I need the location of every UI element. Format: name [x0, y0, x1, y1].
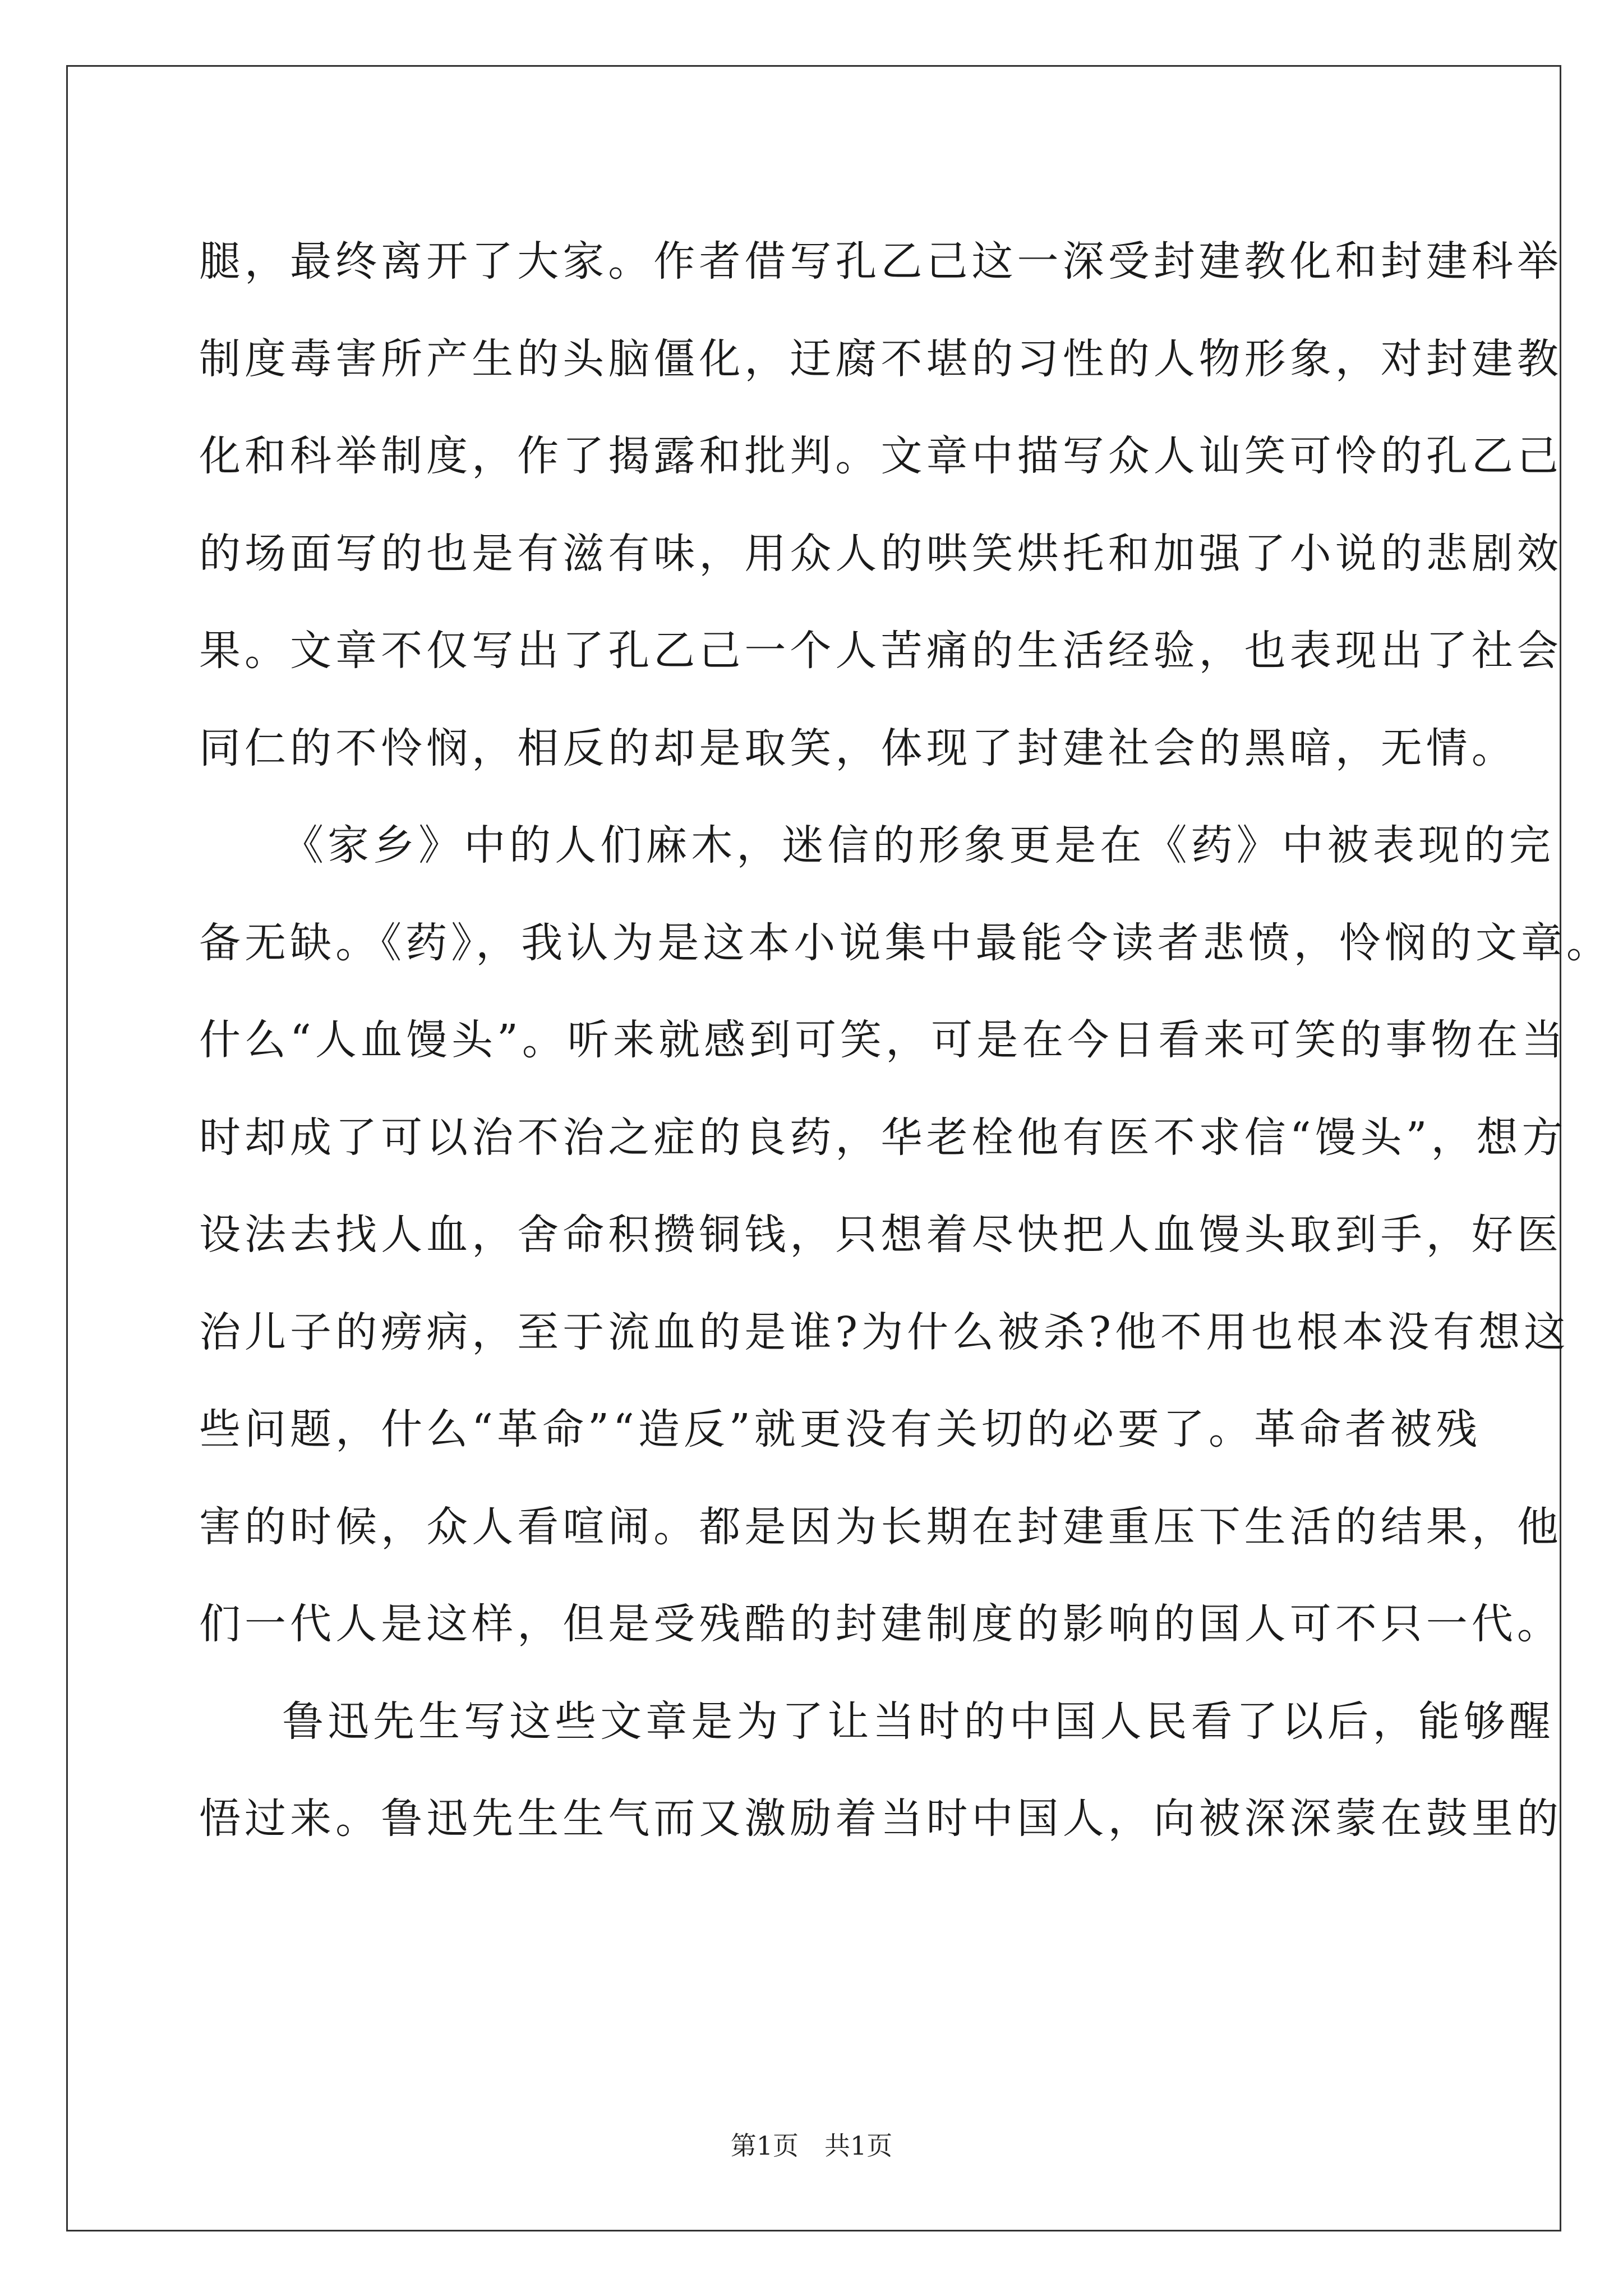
text-line: 制度毒害所产生的头脑僵化，迂腐不堪的习性的人物形象，对封建教 — [199, 334, 1562, 383]
text-line: 们一代人是这样，但是受残酷的封建制度的影响的国人可不只一代。 — [199, 1600, 1562, 1648]
paragraph-start-line: 《家乡》中的人们麻木，迷信的形象更是在《药》中被表现的完 — [282, 821, 1555, 869]
text-line: 设法去找人血，舍命积攒铜钱，只想着尽快把人血馒头取到手，好医 — [199, 1211, 1562, 1259]
text-line: 害的时候，众人看喧闹。都是因为长期在封建重压下生活的结果，他 — [199, 1502, 1562, 1551]
text-line: 化和科举制度，作了揭露和批判。文章中描写众人讪笑可怜的孔乙己 — [199, 432, 1562, 480]
page-footer: 第1页 共1页 — [730, 2131, 893, 2161]
text-line: 腿，最终离开了大家。作者借写孔乙己这一深受封建教化和封建科举 — [199, 237, 1562, 286]
document-body — [199, 213, 1612, 1868]
text-line: 同仁的不怜悯，相反的却是取笑，体现了封建社会的黑暗，无情。 — [199, 724, 1517, 772]
text-line: 些问题，什么“革命”“造反”就更没有关切的必要了。革命者被残 — [199, 1405, 1482, 1453]
text-line: 什么“人血馒头”。听来就感到可笑，可是在今日看来可笑的事物在当 — [199, 1016, 1567, 1064]
paragraph-start-line: 鲁迅先生写这些文章是为了让当时的中国人民看了以后，能够醒 — [282, 1697, 1555, 1746]
text-line: 备无缺。《药》，我认为是这本小说集中最能令读者悲愤，怜悯的文章。 — [199, 918, 1612, 967]
text-line: 治儿子的痨病，至于流血的是谁?为什么被杀?他不用也根本没有想这 — [199, 1308, 1570, 1356]
text-line: 悟过来。鲁迅先生生气而又激励着当时中国人，向被深深蒙在鼓里的 — [199, 1795, 1562, 1843]
text-line: 的场面写的也是有滋有味，用众人的哄笑烘托和加强了小说的悲剧效 — [199, 529, 1562, 578]
text-line: 时却成了可以治不治之症的良药，华老栓他有医不求信“馒头”，想方 — [199, 1113, 1567, 1162]
text-line: 果。文章不仅写出了孔乙己一个人苦痛的生活经验，也表现出了社会 — [199, 627, 1562, 675]
